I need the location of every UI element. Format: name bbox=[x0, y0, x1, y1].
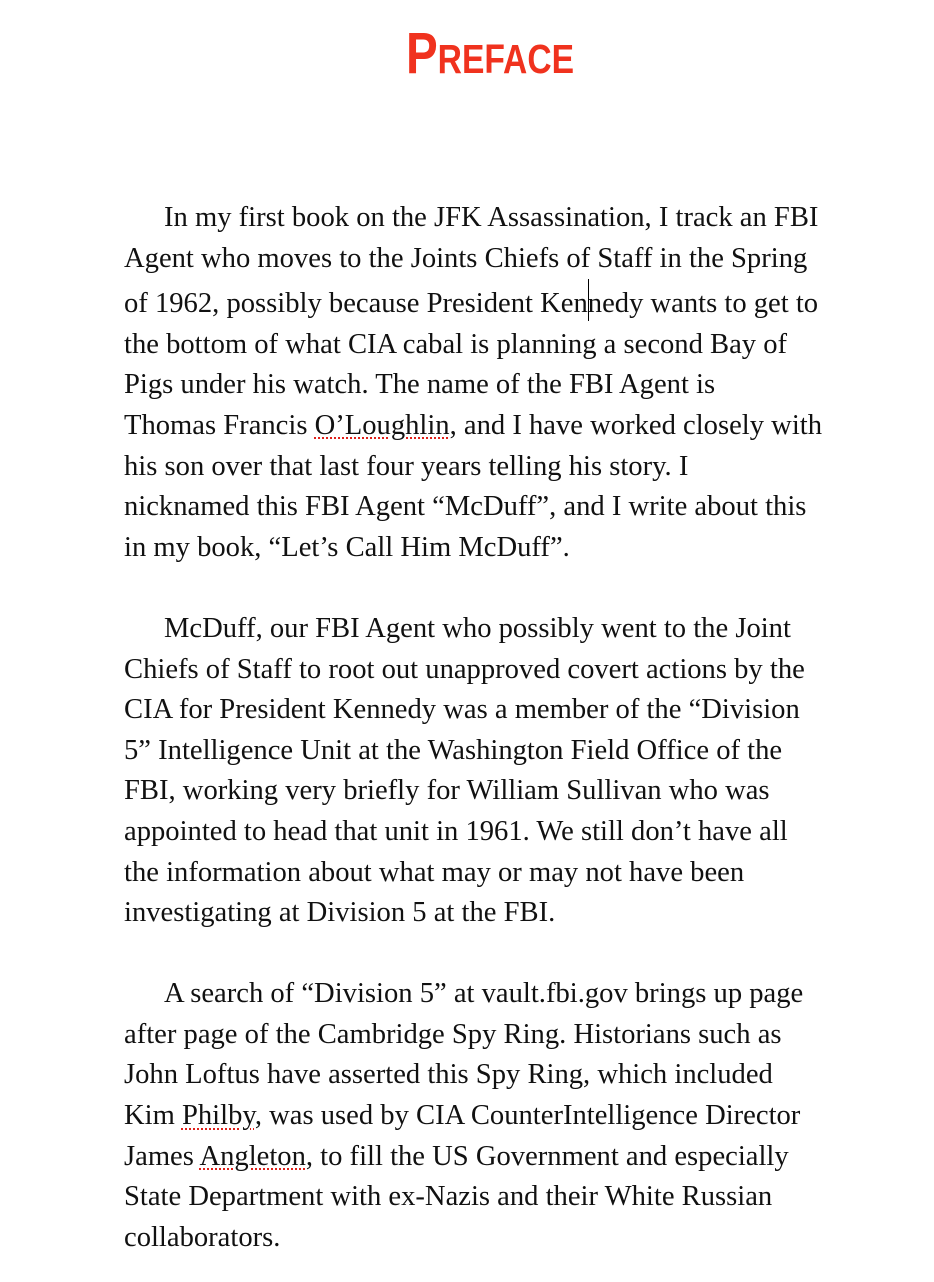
text-line bbox=[84, 279, 904, 325]
text-line: 5” Intelligence Unit at the Washington Field Office of the bbox=[124, 734, 783, 766]
text-segment: , and I have worked closely with bbox=[449, 409, 823, 441]
text-segment: , to fill the US Government and especially bbox=[305, 1140, 789, 1172]
paragraph-2[interactable] bbox=[84, 609, 904, 934]
text-segment: of 1962, possibly because President Ken bbox=[124, 288, 588, 320]
text-line: In my first book on the JFK Assassination, I track an FBI bbox=[164, 202, 819, 233]
text-line: appointed to head that unit in 1961. We still don’t have all bbox=[124, 815, 788, 847]
text-line: his son over that last four years telling his story. I bbox=[124, 450, 689, 482]
text-line bbox=[84, 1137, 904, 1178]
text-line: the bottom of what CIA cabal is planning a second Bay of bbox=[124, 328, 788, 360]
misspelled-word[interactable]: Philby bbox=[181, 1100, 255, 1132]
text-line: McDuff, our FBI Agent who possibly went to the Joint bbox=[164, 612, 791, 644]
text-line: A search of “Division 5” at vault.fbi.gov brings up page bbox=[164, 978, 804, 1010]
text-line: Agent who moves to the Joints Chiefs of Staff in the Spring bbox=[124, 242, 808, 274]
document-body[interactable] bbox=[84, 198, 904, 1258]
text-segment: James bbox=[124, 1140, 200, 1172]
text-line: nicknamed this FBI Agent “McDuff”, and I write about this bbox=[124, 491, 807, 523]
page-title: Preface bbox=[405, 21, 575, 86]
text-segment: Kim bbox=[124, 1100, 182, 1132]
paragraph-3[interactable] bbox=[84, 974, 904, 1258]
text-line: CIA for President Kennedy was a member of the “Division bbox=[124, 694, 800, 726]
text-line: FBI, working very briefly for William Sullivan who was bbox=[124, 775, 770, 807]
text-segment: , was used by CIA CounterIntelligence Director bbox=[254, 1100, 801, 1132]
text-segment: Thomas Francis bbox=[124, 409, 315, 441]
text-line: State Department with ex-Nazis and their White Russian bbox=[124, 1181, 773, 1213]
text-line: John Loftus have asserted this Spy Ring, which included bbox=[124, 1059, 773, 1091]
text-line bbox=[84, 1096, 904, 1137]
paragraph-1[interactable] bbox=[84, 198, 904, 568]
text-line: Chiefs of Staff to root out unapproved covert actions by the bbox=[124, 653, 805, 685]
misspelled-word[interactable]: O’Loughlin bbox=[314, 409, 450, 441]
text-segment: nedy wants to get to bbox=[587, 288, 819, 320]
text-line bbox=[84, 406, 904, 447]
text-line: in my book, “Let’s Call Him McDuff”. bbox=[124, 531, 570, 563]
text-line: after page of the Cambridge Spy Ring. Historians such as bbox=[124, 1018, 782, 1050]
misspelled-word[interactable]: Angleton bbox=[199, 1140, 306, 1172]
text-line: collaborators. bbox=[124, 1221, 281, 1253]
text-line: Pigs under his watch. The name of the FBI Agent is bbox=[124, 369, 716, 401]
text-line: the information about what may or may not have been bbox=[124, 856, 745, 888]
text-line: investigating at Division 5 at the FBI. bbox=[124, 897, 556, 929]
